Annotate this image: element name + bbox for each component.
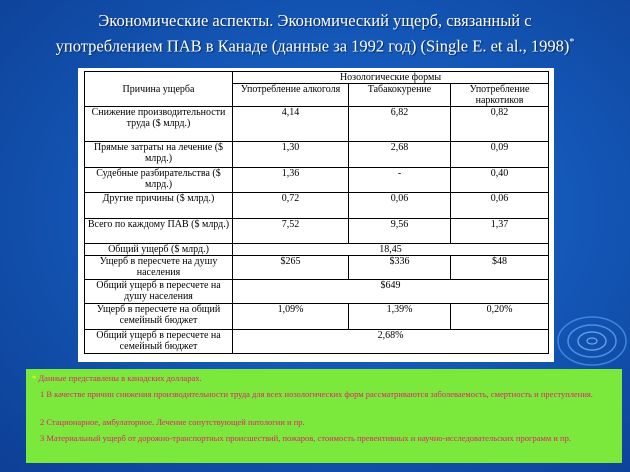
table-row xyxy=(85,304,549,330)
cell-alcohol: 7,52 xyxy=(233,219,349,244)
row-reason: Всего по каждому ПАВ ($ млрд.) xyxy=(85,219,233,244)
footnote-3: 3 Материальный ущерб от дорожно-транспортных происшествий, пожаров, стоимость превентивных и научно-исследовательских программ и пр. xyxy=(40,433,571,443)
damage-table xyxy=(84,71,549,354)
cell-drugs: 1,37 xyxy=(451,219,549,244)
cell-total-per-capita: $649 xyxy=(233,280,549,304)
cell-tobacco: 6,82 xyxy=(349,107,451,142)
cell-alcohol: 0,72 xyxy=(233,193,349,219)
footnote-2: 2 Стационарное, амбулаторное. Лечение сопутствующей патологии и пр. xyxy=(40,417,305,427)
cell-total: 18,45 xyxy=(233,244,549,256)
cell-total-family: 2,68% xyxy=(233,330,549,354)
cell-drugs: 0,20% xyxy=(451,304,549,330)
slide-title-line-2 xyxy=(10,32,620,58)
row-reason: Ущерб в пересчете на душу населения xyxy=(85,256,233,280)
table-row xyxy=(85,256,549,280)
row-reason: Судебные разбирательства ($ млрд.) xyxy=(85,168,233,193)
header-reason: Причина ущерба xyxy=(85,72,233,107)
slide-title-line-2-text: употреблением ПАВ в Канаде (данные за 1992 год) (Single E. et al., 1998) xyxy=(55,36,570,56)
header-nosological-forms: Нозологические формы xyxy=(233,72,549,84)
table-row xyxy=(85,168,549,193)
cell-alcohol: 1,36 xyxy=(233,168,349,193)
cell-alcohol: 4,14 xyxy=(233,107,349,142)
cell-drugs: $48 xyxy=(451,256,549,280)
table-row xyxy=(85,107,549,142)
cell-tobacco: 2,68 xyxy=(349,142,451,168)
cell-tobacco: 1,39% xyxy=(349,304,451,330)
cell-tobacco: $336 xyxy=(349,256,451,280)
cell-tobacco: 9,56 xyxy=(349,219,451,244)
title-footnote-star: * xyxy=(569,37,575,48)
row-reason: Общий ущерб в пересчете на семейный бюджет xyxy=(85,330,233,354)
cell-drugs: 0,82 xyxy=(451,107,549,142)
cell-alcohol: 1,09% xyxy=(233,304,349,330)
header-alcohol: Употребление алкоголя xyxy=(233,84,349,107)
cell-alcohol: 1,30 xyxy=(233,142,349,168)
table-row xyxy=(85,280,549,304)
cell-tobacco: - xyxy=(349,168,451,193)
header-drugs: Употребление наркотиков xyxy=(451,84,549,107)
row-reason: Снижение производительности труда ($ млрд.) xyxy=(85,107,233,142)
cell-alcohol: $265 xyxy=(233,256,349,280)
slide-title xyxy=(10,10,620,58)
table-row xyxy=(85,244,549,256)
cell-drugs: 0,06 xyxy=(451,193,549,219)
cell-drugs: 0,09 xyxy=(451,142,549,168)
row-reason: Общий ущерб в пересчете на душу населения xyxy=(85,280,233,304)
footnote-1: 1 В качестве причин снижения производительности труда для всех нозологических форм рассматриваются заболеваемость, смертность и преступления. xyxy=(40,389,593,399)
footnote-currency-text: Данные представлены в канадских долларах. xyxy=(36,373,202,383)
cell-tobacco: 0,06 xyxy=(349,193,451,219)
table-row xyxy=(85,193,549,219)
table-row xyxy=(85,142,549,168)
cell-drugs: 0,40 xyxy=(451,168,549,193)
table-panel xyxy=(78,68,554,362)
footnotes-box xyxy=(26,369,622,463)
table-header-row-1 xyxy=(85,72,549,84)
row-reason: Общий ущерб ($ млрд.) xyxy=(85,244,233,256)
header-tobacco: Табакокурение xyxy=(349,84,451,107)
footnote-star: * xyxy=(32,373,37,383)
ripple-decoration xyxy=(552,312,628,370)
row-reason: Другие причины ($ млрд.) xyxy=(85,193,233,219)
slide-title-line-1: Экономические аспекты. Экономический ущерб, связанный с xyxy=(98,11,532,30)
row-reason: Ущерб в пересчете на общий семейный бюджет xyxy=(85,304,233,330)
footnote-currency xyxy=(32,373,202,384)
row-reason: Прямые затраты на лечение ($ млрд.) xyxy=(85,142,233,168)
table-row xyxy=(85,219,549,244)
table-row xyxy=(85,330,549,354)
